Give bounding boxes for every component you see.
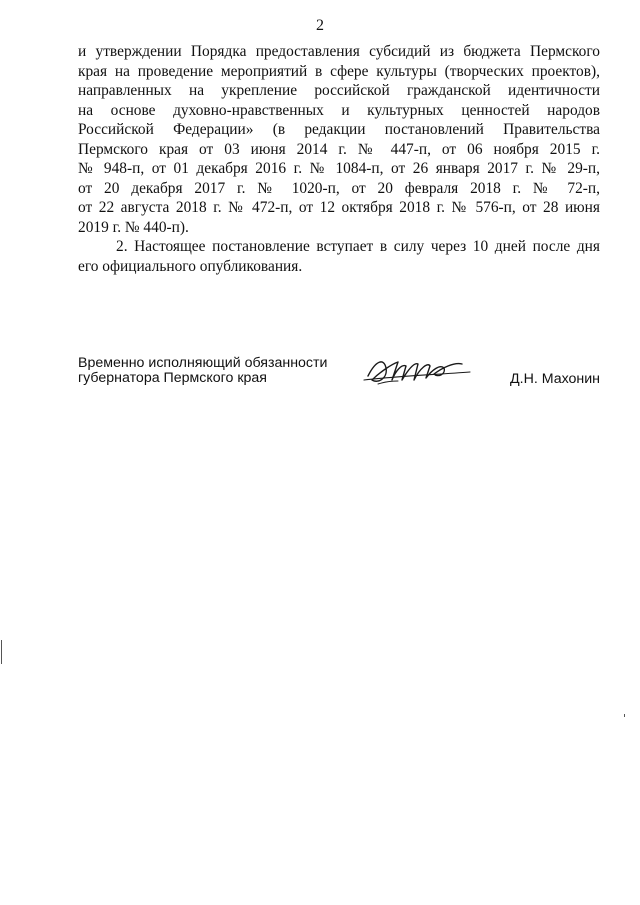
signature-block xyxy=(78,356,600,396)
margin-mark-left xyxy=(1,640,2,664)
body-line-9: от 22 августа 2018 г. № 472-п, от 12 октября 2018 г. № 576-п, от 28 июня xyxy=(78,199,600,216)
body-line-10: 2019 г. № 440-п). xyxy=(78,218,189,236)
body-line-8: от 20 декабря 2017 г. № 1020-п, от 20 февраля 2018 г. № 72-п, xyxy=(78,179,600,197)
page-number: 2 xyxy=(316,17,324,34)
signatory-title-line-2: губернатора Пермского края xyxy=(78,370,267,386)
body-line-1: и утверждении Порядка предоставления субсидий из бюджета Пермского xyxy=(78,43,600,60)
body-line-3: направленных на укрепление российской гражданской идентичности xyxy=(78,82,600,99)
body-line-4: на основе духовно-нравственных и культурных ценностей народов xyxy=(78,101,600,119)
paragraph-2-line-2: его официального опубликования. xyxy=(78,257,303,275)
margin-mark-right xyxy=(624,714,625,717)
body-line-6: Пермского края от 03 июня 2014 г. № 447-п, от 06 ноября 2015 г. xyxy=(78,140,600,158)
signatory-name: Д.Н. Махонин xyxy=(510,371,600,387)
document-body xyxy=(78,42,600,276)
signatory-title-line-1: Временно исполняющий обязанности xyxy=(78,355,328,371)
body-line-7: № 948-п, от 01 декабря 2016 г. № 1084-п, от 26 января 2017 г. № 29-п, xyxy=(78,160,600,177)
body-line-5: Российской Федерации» (в редакции постановлений Правительства xyxy=(78,121,600,138)
body-line-2: края на проведение мероприятий в сфере культуры (творческих проектов), xyxy=(78,62,600,80)
handwritten-signature xyxy=(358,350,478,390)
signatory-title xyxy=(78,356,327,386)
paragraph-2-line-1: 2. Настоящее постановление вступает в силу через 10 дней после дня xyxy=(116,238,600,255)
